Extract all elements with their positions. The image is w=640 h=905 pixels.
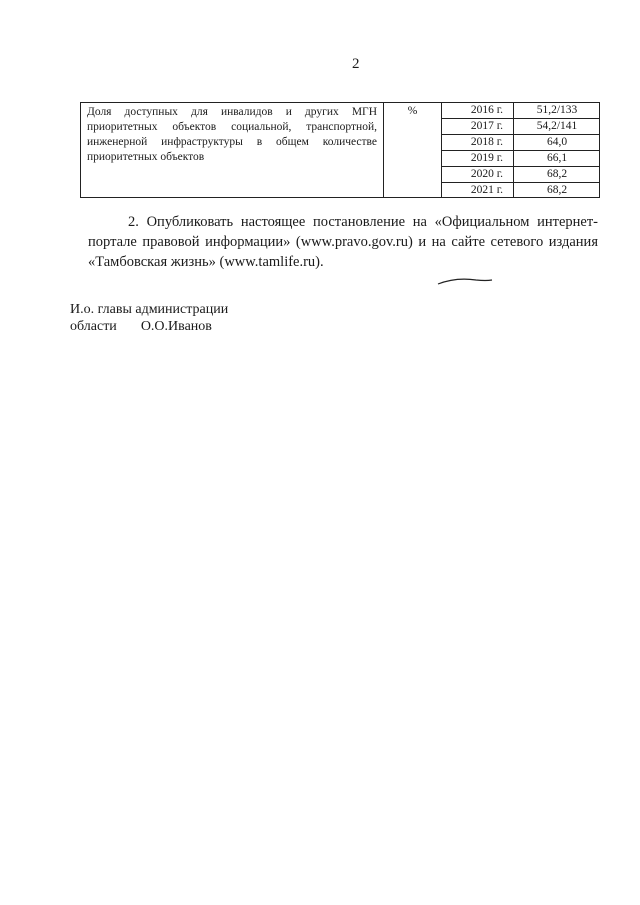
year-cell: 2020 г. (442, 167, 514, 182)
page-number: 2 (352, 56, 360, 72)
table-row (442, 151, 599, 167)
table-row (442, 183, 599, 198)
publication-text: 2. Опубликовать настоящее постановление на «Официальном интернет-портале правовой информации» (www.pravo.gov.ru) и на сайте сетевого издания «Тамбовская жизнь» (www.tamlife.ru). (88, 214, 598, 270)
signatory-name: О.О.Иванов (140, 319, 212, 334)
unit-label: % (407, 105, 418, 117)
table-row (442, 167, 599, 183)
year-value-cells (442, 103, 599, 197)
year-cell: 2021 г. (442, 183, 514, 198)
publication-paragraph (88, 212, 598, 272)
value-cell: 68,2 (546, 168, 568, 180)
table-row (442, 103, 599, 119)
value-cell: 66,1 (546, 152, 568, 164)
year-cell: 2016 г. (442, 103, 514, 118)
signature-mark-icon (436, 276, 496, 288)
unit-cell (384, 103, 442, 197)
value-cell: 64,0 (546, 136, 568, 148)
year-cell: 2018 г. (442, 135, 514, 150)
signatory-title: И.о. главы администрации (70, 302, 229, 317)
year-cell: 2017 г. (442, 119, 514, 134)
value-cell: 54,2/141 (536, 120, 578, 132)
value-cell: 68,2 (546, 184, 568, 196)
table-row (442, 135, 599, 151)
table-row (442, 119, 599, 135)
year-cell: 2019 г. (442, 151, 514, 166)
signature-block (70, 301, 228, 335)
indicator-name: Доля доступных для инвалидов и других МГН приоритетных объектов социальной, транспортной, инженерной инфраструктуры в общем количестве приоритетных объектов (87, 106, 377, 163)
indicator-name-cell (81, 103, 384, 197)
value-cell: 51,2/133 (536, 104, 578, 116)
signatory-title-line2: области (70, 319, 117, 334)
indicator-table (80, 102, 600, 198)
